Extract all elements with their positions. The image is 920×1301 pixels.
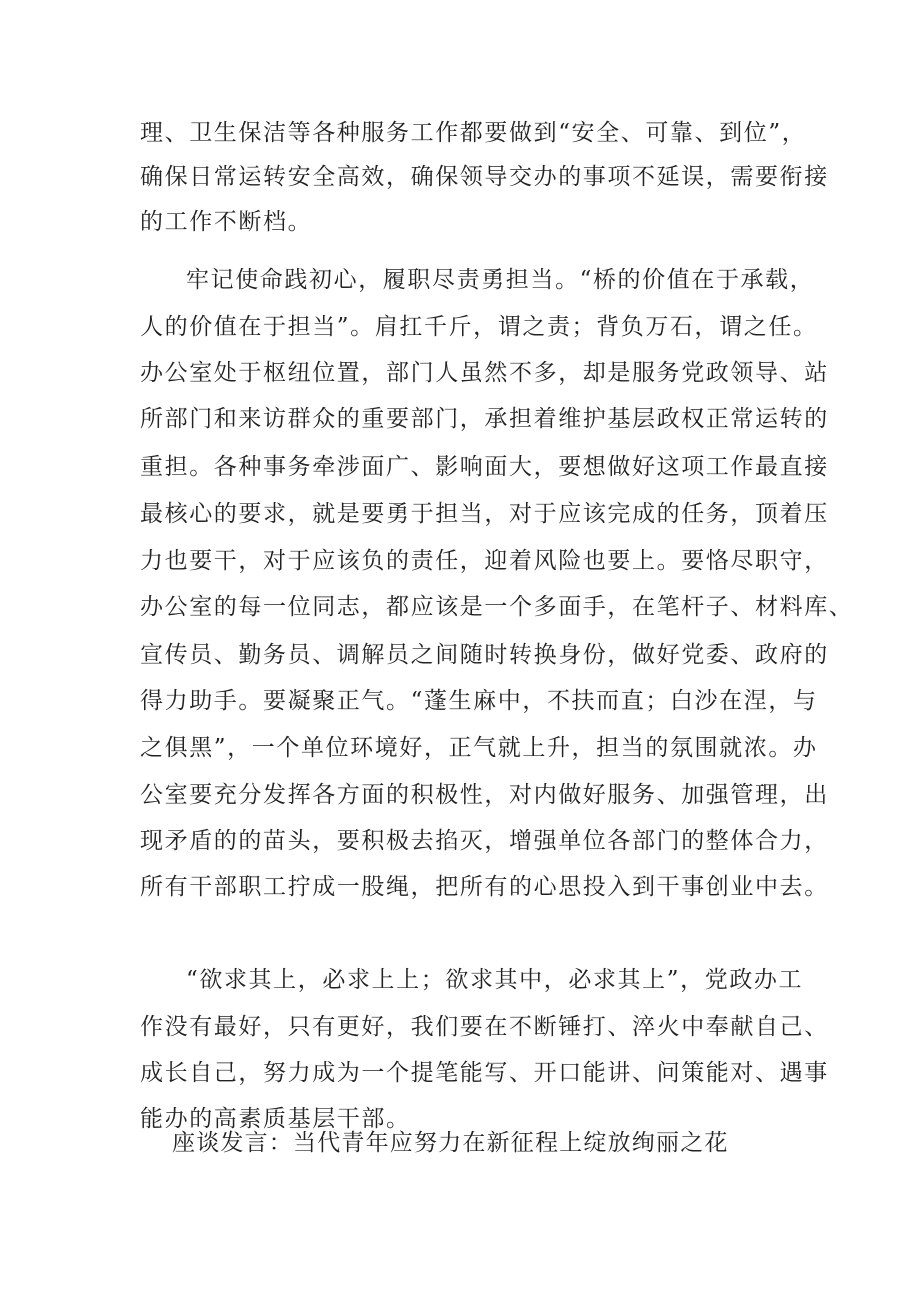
text-line: 牢记使命践初心，履职尽责勇担当。“桥的价值在于承载， <box>186 267 815 293</box>
text-line: 成长自己，努力成为一个提笔能写、开口能讲、问策能对、遇事 <box>140 1060 829 1086</box>
text-line: 现矛盾的的苗头，要积极去掐灭，增强单位各部门的整体合力， <box>140 828 829 854</box>
text-line: “欲求其上，必求上上；欲求其中，必求其上”，党政办工 <box>186 967 804 993</box>
text-line: 办公室的每一位同志，都应该是一个多面手，在笔杆子、材料库、 <box>140 594 854 620</box>
text-line: 公室要充分发挥各方面的积极性，对内做好服务、加强管理，出 <box>140 782 829 808</box>
text-line: 的工作不断档。 <box>140 209 313 235</box>
text-line: 所部门和来访群众的重要部门，承担着维护基层政权正常运转的 <box>140 406 829 432</box>
text-line: 理、卫生保洁等各种服务工作都要做到“安全、可靠、到位”， <box>140 120 807 146</box>
text-line: 能办的高素质基层干部。 <box>140 1106 411 1132</box>
text-line: 办公室处于枢纽位置，部门人虽然不多，却是服务党政领导、站 <box>140 360 829 386</box>
text-line: 最核心的要求，就是要勇于担当，对于应该完成的任务，顶着压 <box>140 501 829 527</box>
section-heading: 座谈发言：当代青年应努力在新征程上绽放绚丽之花 <box>172 1130 729 1156</box>
text-line: 之俱黑”，一个单位环境好，正气就上升，担当的氛围就浓。办 <box>140 735 818 761</box>
text-line: 作没有最好，只有更好，我们要在不断锤打、淬火中奉献自己、 <box>140 1014 829 1040</box>
text-line: 力也要干，对于应该负的责任，迎着风险也要上。要恪尽职守， <box>140 548 829 574</box>
text-line: 所有干部职工拧成一股绳，把所有的心思投入到干事创业中去。 <box>140 874 829 900</box>
text-line <box>140 918 830 948</box>
text-line: 确保日常运转安全高效，确保领导交办的事项不延误，需要衔接 <box>140 164 829 190</box>
text-line: 宣传员、勤务员、调解员之间随时转换身份，做好党委、政府的 <box>140 642 829 668</box>
text-line: 人的价值在于担当”。肩扛千斤，谓之责；背负万石，谓之任。 <box>140 314 818 340</box>
text-line: 得力助手。要凝聚正气。“蓬生麻中，不扶而直；白沙在涅，与 <box>140 688 818 714</box>
text-line: 重担。各种事务牵涉面广、影响面大，要想做好这项工作最直接 <box>140 454 829 480</box>
